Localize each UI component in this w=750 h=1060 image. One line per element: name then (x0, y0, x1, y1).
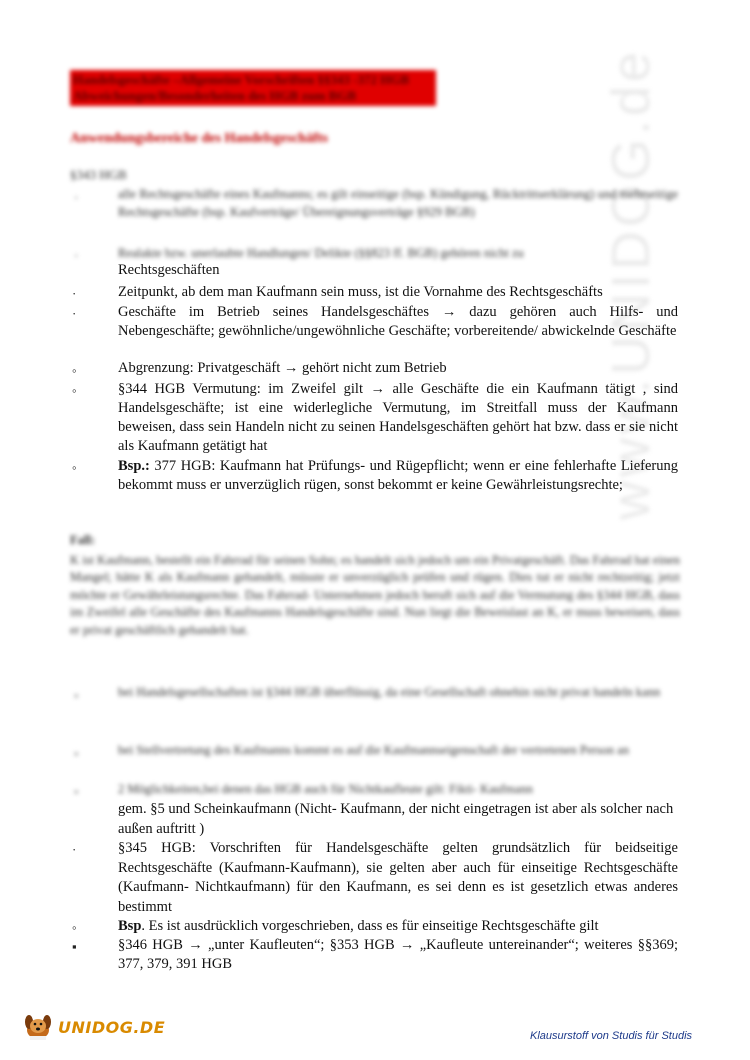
bullet-mark: ▪ (72, 939, 77, 954)
watermark: www.UNIDOG.de (601, 47, 661, 520)
heading-line-2: Abweichungen/Besonderheiten des HGB zum BGB (73, 88, 357, 103)
case-title: Fall: (70, 533, 95, 547)
case-block (70, 532, 680, 639)
logo-text: UNIDOG.DE (58, 1017, 166, 1037)
bullet-mark: ◦ (74, 688, 79, 703)
bullet-mark: ◦ (72, 460, 77, 475)
unidog-logo (22, 1012, 165, 1042)
heading-line-1: Handelsgeschäfte –Allgemeine Vorschriften §§343 -372 HGB (73, 72, 410, 87)
bullet-text: Abgrenzung: Privatgeschäft → gehört nicht zum Betrieb (118, 360, 447, 376)
bullet-text (118, 457, 678, 495)
case-text: K ist Kaufmann, bestellt ein Fahrrad für seinen Sohn; es handelt sich jedoch um ein Privatgeschäft. Das Fahrrad hat einen Mangel; hätte K als Kaufmann gehandelt, müsste er unverzüglich prüfen und rügen. Dies tut er nicht rechtzeitig; jetzt möchte er Gewährleistungsrechte. Das Fahrrad- Unternehmen jedoch beruft sich auf die Vermutung des §344 HGB, dass im Zweifel alle Geschäfte des Kaufmanns Handelsgeschäfte sind. Nun liegt die Beweislast an K, er muss beweisen, dass er privat geschäftlich gehandelt hat. (70, 552, 680, 637)
bullet-mark: · (72, 286, 77, 301)
dog-icon (22, 1012, 54, 1042)
bullet-text: Geschäfte im Betrieb seines Handelsgeschäftes → dazu gehören auch Hilfs- und Nebengeschäfte; gewöhnliche/ungewöhnliche Geschäfte; vorbereitende/ abwickelnde Geschäfte (118, 304, 678, 339)
example-text: 377 HGB: Kaufmann hat Prüfungs- und Rügepflicht; wenn er eine fehlerhafte Lieferung bekommt muss er unverzüglich rügen, sonst bekommt er keine Gewährleistungsrechte; (118, 458, 678, 493)
bullet-text (118, 917, 678, 936)
bullet-mark: ◦ (74, 784, 79, 799)
bullet-mark: · (72, 306, 77, 321)
bullet-text-blur-1: alle Rechtsgeschäfte eines Kaufmanns; es gilt einseitige (bsp. Kündigung, Rücktrittserklärung) und mehrseitige Rechtsgeschäfte (bsp. Kaufverträge/ Übereignungsverträge §929 BGB) (118, 187, 678, 219)
bullet-mark: · (74, 248, 79, 263)
bullet-text-blur-2: Realakte bzw. unerlaubte Handlungen/ Delikte (§§823 ff. BGB) gehören nicht zu (118, 246, 524, 260)
bullet-text-tail: Rechtsgeschäften (118, 262, 220, 278)
bullet-text: §344 HGB Vermutung: im Zweifel gilt → alle Geschäfte die ein Kaufmann tätigt , sind Handelsgeschäfte; ist eine widerlegliche Vermutung, im Streitfall muss der Kaufmann beweisen, dass sein Handeln nicht zu seinen Handelsgeschäften gehört hat bzw. dass er sie nicht als Kaufmann getätigt hat (118, 381, 678, 454)
paragraph-343: §343 HGB (70, 167, 127, 182)
lower-blur-2: bei Stellvertretung des Kaufmanns kommt es auf die Kaufmannseigenschaft der vertretenen Person an (118, 743, 629, 757)
bullet-text: Zeitpunkt, ab dem man Kaufmann sein muss, ist die Vornahme des Rechtsgeschäfts (118, 284, 603, 300)
example-label: Bsp (118, 918, 142, 934)
example-text: . Es ist ausdrücklich vorgeschrieben, dass es für einseitige Rechtsgeschäfte gilt (141, 918, 599, 934)
bullet-mark: · (74, 190, 79, 205)
bullet-text: §346 HGB → „unter Kaufleuten“; §353 HGB → „Kaufleute untereinander“; weiteres §§369; 377, 379, 391 HGB (118, 937, 678, 972)
lower-blur-1: bei Handelsgesellschaften ist §344 HGB überflüssig, da eine Gesellschaft ohnehin nicht privat handeln kann (118, 685, 661, 699)
section-title: Anwendungsbereiche des Handelsgeschäfts (70, 131, 328, 146)
bullet-mark: ◦ (72, 383, 77, 398)
bullet-mark: ◦ (74, 746, 79, 761)
document-heading (70, 70, 436, 106)
footer-tagline: Klausurstoff von Studis für Studis (530, 1030, 693, 1042)
lower-blur-3: 2 Möglichkeiten,bei denen das HGB auch für Nichtkaufleute gilt: Fikti- Kaufmann (118, 782, 533, 796)
bullet-mark: ◦ (72, 363, 77, 378)
bullet-mark: ◦ (72, 920, 77, 935)
example-label: Bsp.: (118, 458, 150, 474)
bullet-mark: · (72, 842, 77, 857)
lower-tail: gem. §5 und Scheinkaufmann (Nicht- Kaufmann, der nicht eingetragen ist aber als solcher nach außen auftritt ) (118, 801, 674, 837)
bullet-text: §345 HGB: Vorschriften für Handelsgeschäfte gelten grundsätzlich für beidseitige Rechtsgeschäfte (Kaufmann-Kaufmann), sie gelten aber auch für einseitige Rechtsgeschäfte (Kaufmann- Nichtkaufmann) für den Kaufmann, es sei denn es ist gesetzlich etwas anderes bestimmt (118, 840, 678, 915)
